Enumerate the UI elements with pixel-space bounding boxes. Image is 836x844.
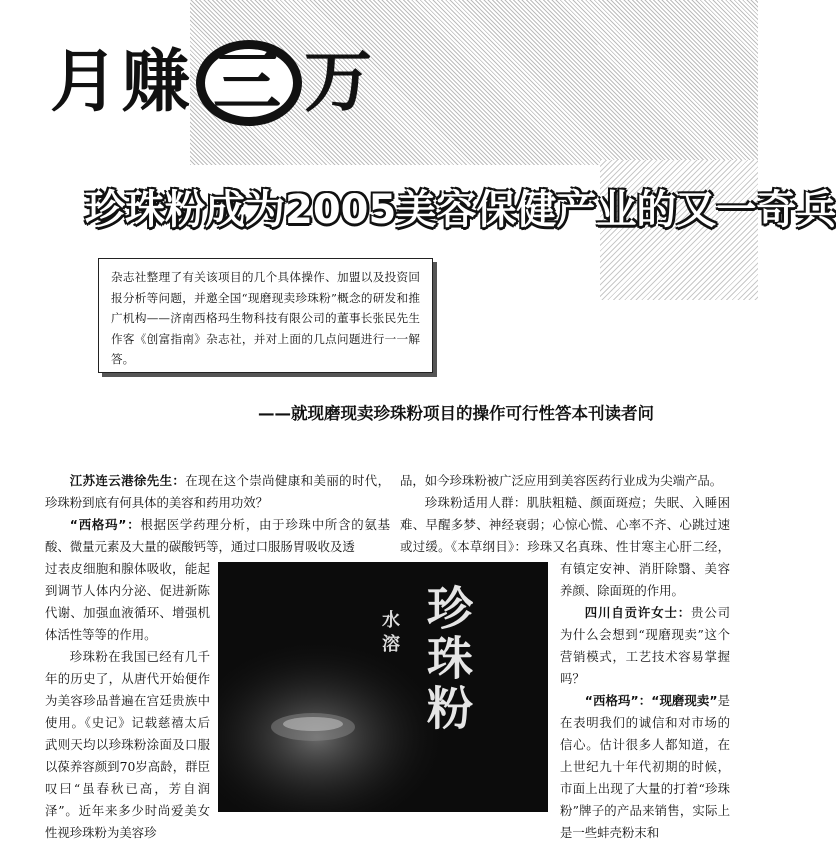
photo-glow (218, 562, 548, 812)
headline-part1: 月赚 (50, 43, 195, 122)
question-text: 在现在这个崇尚健康和美丽的时代，珍珠粉到底有何具体的美容和药用功效？ (45, 473, 391, 510)
answer-quote: “现磨现卖” (651, 693, 718, 708)
paragraph: 过表皮细胞和腺体吸收，能起到调节人体内分泌、促进新陈代谢、加强血液循环、增强机体活性等等的作用。 (45, 561, 210, 642)
photo-subtitle: 水溶 (379, 610, 400, 658)
question-text: 贵公司为什么会想到“现磨现卖”这个营销模式，工艺技术容易掌握吗？ (560, 605, 730, 686)
banner-title: 珍珠粉成为2005美容保健产业的又一奇兵 (85, 187, 836, 233)
editor-note-text: 杂志社整理了有关该项目的几个具体操作、加盟以及投资回报分析等问题，并邀全国“现磨现卖珍珠粉”概念的研发和推广机构——济南西格玛生物科技有限公司的董事长张民先生作客《创富指南》杂志社，并对上面的几点问题进行一一解答。 (111, 270, 420, 366)
answer-text: 根据医学药理分析，由于珍珠中所含的氨基酸、微量元素及大量的碳酸钙等，通过口服肠胃吸收及透 (45, 517, 391, 554)
answer-text: 是在表明我们的诚信和对市场的信心。估计很多人都知道，在上世纪九十年代初期的时候，市面上出现了大量的打着“珍珠粉”牌子的产品来销售，实际上是一些蚌壳粉末和 (560, 693, 730, 840)
question-speaker: 四川自贡许女士： (584, 605, 692, 620)
paragraph: 品，如今珍珠粉被广泛应用到美容医药行业成为尖端产品。 (400, 473, 723, 488)
headline-part2: 万 (304, 43, 377, 122)
answer-speaker: “西格玛”： (69, 517, 141, 532)
column-left-top (45, 470, 390, 558)
paragraph: 珍珠粉适用人群：肌肤粗糙、颜面斑痘；失眠、入睡困难、早醒多梦、神经衰弱；心惊心慌、心率不齐、心跳过速或过缓。《本草纲目》：珍珠又名真珠、性甘寒主心肝二经， (400, 495, 730, 554)
subtitle: ——就现磨现卖珍珠粉项目的操作可行性答本刊读者问 (258, 404, 654, 423)
editor-note-box (98, 258, 433, 373)
answer-speaker: “西格玛”： (584, 693, 652, 708)
headline (50, 28, 376, 126)
paragraph: 有镇定安神、消肝除翳、美容养颜、除面斑的作用。 (560, 561, 730, 598)
headline-ring-char: 三 (196, 40, 302, 126)
paragraph: 珍珠粉在我国已经有几千年的历史了，从唐代开始便作为美容珍品普遍在宫廷贵族中使用。《史记》记载慈禧太后武则天均以珍珠粉涂面及口服以葆养容颜到70岁高龄，群臣叹曰“虽春秋已高，芳自润泽”。近年来多少时尚爱美女性视珍珠粉为美容珍 (45, 649, 210, 840)
column-right-narrow (560, 558, 730, 844)
question-speaker: 江苏连云港徐先生： (69, 473, 186, 488)
product-photo (218, 562, 548, 812)
column-left-narrow (45, 558, 210, 844)
photo-title: 珍珠粉 (420, 584, 474, 734)
